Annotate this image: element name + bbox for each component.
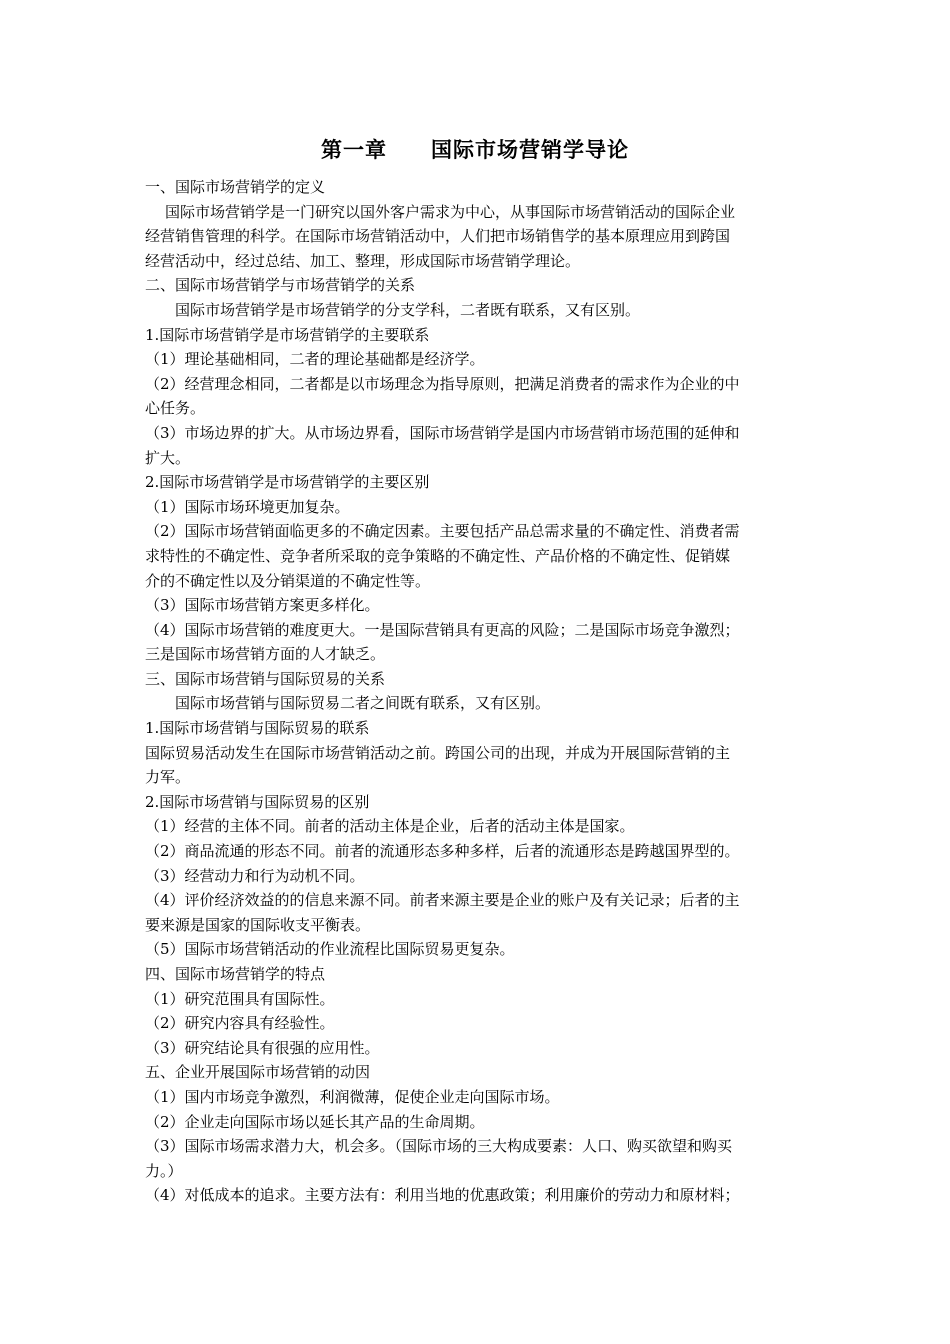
text-line: （4）评价经济效益的的信息来源不同。前者来源主要是企业的账户及有关记录；后者的主 xyxy=(145,891,740,910)
text-line: （5）国际市场营销活动的作业流程比国际贸易更复杂。 xyxy=(145,940,515,959)
text-line: 介的不确定性以及分销渠道的不确定性等。 xyxy=(145,571,431,590)
text-line: 力。） xyxy=(145,1161,183,1180)
text-line: 五、企业开展国际市场营销的动因 xyxy=(145,1063,371,1082)
text-line: （2）国际市场营销面临更多的不确定因素。主要包括产品总需求量的不确定性、消费者需 xyxy=(145,522,740,541)
text-line: 经营活动中，经过总结、加工、整理，形成国际市场营销学理论。 xyxy=(145,251,581,270)
text-line: 力军。 xyxy=(145,768,191,787)
text-line: 一、国际市场营销学的定义 xyxy=(145,178,326,196)
text-line: 求特性的不确定性、竞争者所采取的竞争策略的不确定性、产品价格的不确定性、促销媒 xyxy=(145,546,731,565)
text-line: 经营销售管理的科学。在国际市场营销活动中，人们把市场销售学的基本原理应用到跨国 xyxy=(145,227,731,246)
text-line: 要来源是国家的国际收支平衡表。 xyxy=(145,915,371,934)
text-line: 国际市场营销与国际贸易二者之间既有联系，又有区别。 xyxy=(175,694,551,713)
text-line: 2.国际市场营销与国际贸易的区别 xyxy=(145,792,370,811)
text-line: （3）市场边界的扩大。从市场边界看，国际市场营销学是国内市场营销市场范围的延伸和 xyxy=(145,423,740,442)
text-line: （1）国内市场竞争激烈，利润微薄，促使企业走向国际市场。 xyxy=(145,1087,560,1106)
chapter-title: 第一章 国际市场营销学导论 xyxy=(321,137,629,162)
text-line: （3）国际市场营销方案更多样化。 xyxy=(145,596,380,615)
text-line: （1）研究范围具有国际性。 xyxy=(145,989,335,1008)
text-line: （4）国际市场营销的难度更大。一是国际营销具有更高的风险；二是国际市场竞争激烈； xyxy=(145,620,740,639)
text-line: （1）国际市场环境更加复杂。 xyxy=(145,497,350,516)
text-line: （2）商品流通的形态不同。前者的流通形态多种多样，后者的流通形态是跨越国界型的。 xyxy=(145,842,740,861)
text-line: （4）对低成本的追求。主要方法有：利用当地的优惠政策；利用廉价的劳动力和原材料； xyxy=(145,1186,740,1205)
text-line: 国际市场营销学是市场营销学的分支学科，二者既有联系，又有区别。 xyxy=(175,300,641,319)
text-line: 三、国际市场营销与国际贸易的关系 xyxy=(145,669,386,688)
text-line: 国际贸易活动发生在国际市场营销活动之前。跨国公司的出现，并成为开展国际营销的主 xyxy=(145,743,731,762)
text-line: 扩大。 xyxy=(145,448,191,467)
document-body xyxy=(145,175,810,1208)
text-line: （1）理论基础相同，二者的理论基础都是经济学。 xyxy=(145,350,485,369)
text-line: 1.国际市场营销学是市场营销学的主要联系 xyxy=(145,325,430,344)
text-line: 2.国际市场营销学是市场营销学的主要区别 xyxy=(145,473,430,492)
text-line: 四、国际市场营销学的特点 xyxy=(145,965,326,983)
text-line: 心任务。 xyxy=(145,399,206,418)
text-line: 1.国际市场营销与国际贸易的联系 xyxy=(145,719,370,738)
text-line: （3）国际市场需求潜力大，机会多。（国际市场的三大构成要素：人口、购买欲望和购买 xyxy=(145,1137,733,1156)
text-line: （2）企业走向国际市场以延长其产品的生命周期。 xyxy=(145,1112,485,1131)
text-line: （2）经营理念相同，二者都是以市场理念为指导原则，把满足消费者的需求作为企业的中 xyxy=(145,374,740,393)
text-line: （2）研究内容具有经验性。 xyxy=(145,1014,335,1033)
text-line: 国际市场营销学是一门研究以国外客户需求为中心，从事国际市场营销活动的国际企业 xyxy=(165,202,736,221)
text-line: （1）经营的主体不同。前者的活动主体是企业，后者的活动主体是国家。 xyxy=(145,817,635,836)
text-line: 二、国际市场营销学与市场营销学的关系 xyxy=(145,276,416,295)
text-line: （3）经营动力和行为动机不同。 xyxy=(145,866,365,885)
text-line: 三是国际市场营销方面的人才缺乏。 xyxy=(145,645,386,664)
text-line: （3）研究结论具有很强的应用性。 xyxy=(145,1038,380,1057)
